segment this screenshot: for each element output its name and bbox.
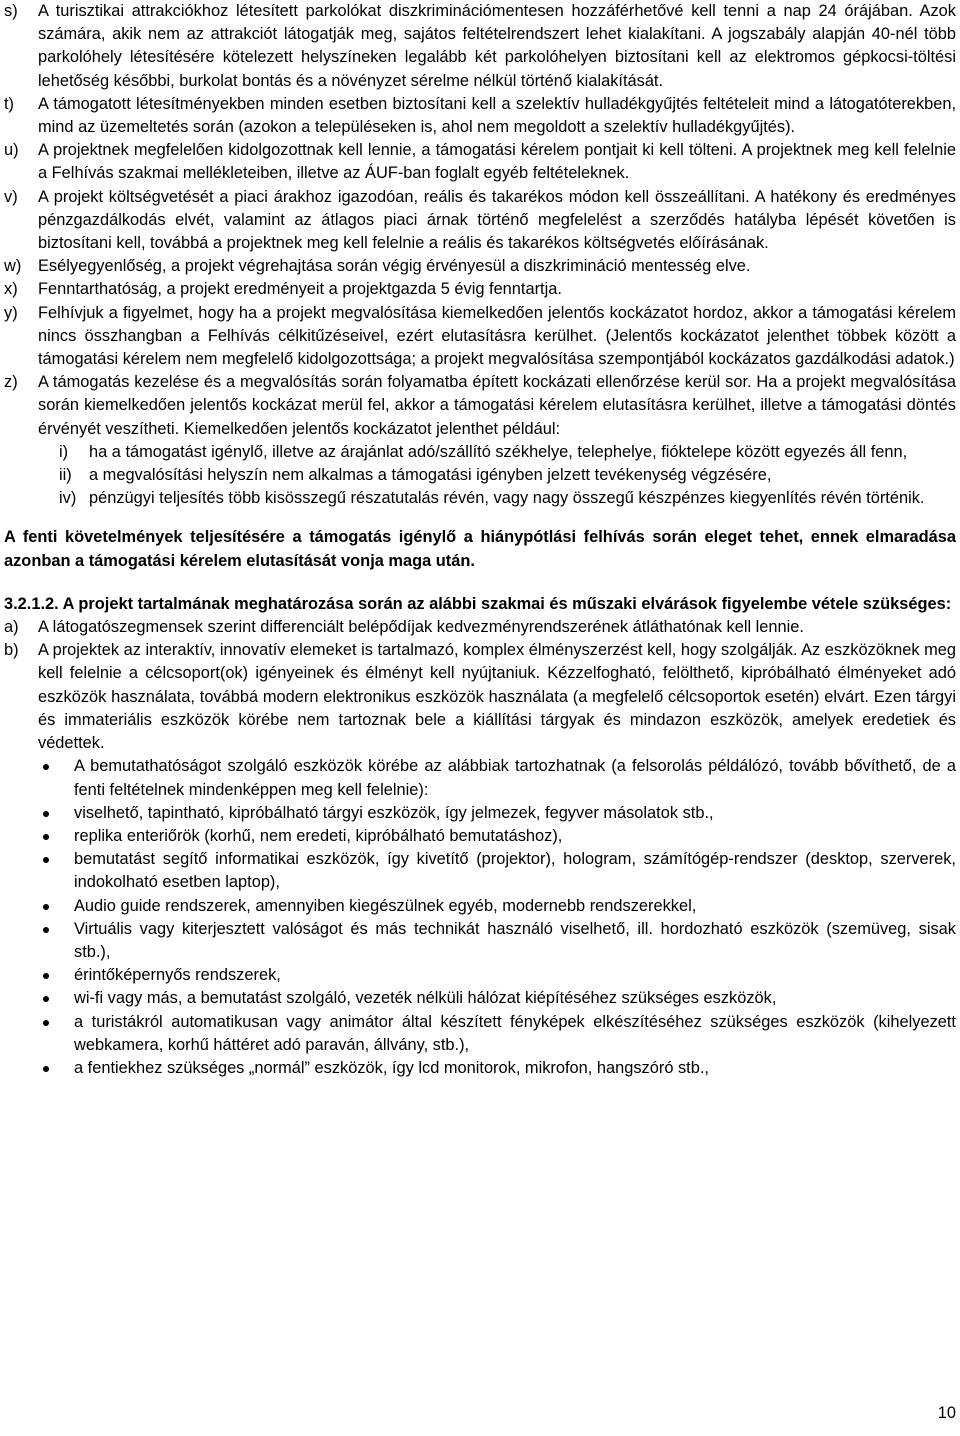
- list-item-v: [4, 186, 956, 256]
- item-label: w): [4, 257, 22, 276]
- item-label: y): [4, 303, 18, 322]
- item-label: a): [4, 618, 19, 637]
- bullet-icon: [43, 834, 49, 840]
- list-item-u: [4, 139, 956, 185]
- list-item-s: [4, 0, 956, 93]
- bullet-item: [4, 964, 956, 987]
- bullet-icon: [43, 996, 49, 1002]
- sub-item-label: iv): [59, 489, 77, 508]
- device-bullet-list: [4, 755, 956, 1080]
- bullet-item: [4, 918, 956, 964]
- list-item-z: [4, 371, 956, 441]
- bullet-item: [4, 987, 956, 1010]
- bullet-icon: [43, 904, 49, 910]
- item-text: A projektnek megfelelően kidolgozottnak kell lennie, a támogatási kérelem pontjait ki kell tölteni. A projektnek meg kell felelnie a Felhívás szakmai mellékleteiben, illetve az ÁUF-ban foglalt egyéb feltételeknek.: [38, 141, 956, 183]
- requirements-list: [4, 0, 956, 441]
- bullet-text: viselhető, tapintható, kipróbálható tárgyi eszközök, így jelmezek, fegyver másolatok stb.,: [74, 803, 714, 822]
- sub-item-text: pénzügyi teljesítés több kisösszegű részatutalás révén, vagy nagy összegű készpénzes kiegyenlítés révén történik.: [89, 489, 925, 508]
- bold-notice-paragraph: A fenti követelmények teljesítésére a támogatás igénylő a hiánypótlási felhívás során eleget tehet, ennek elmaradása azonban a támogatási kérelem elutasítását vonja maga után.: [4, 528, 956, 570]
- list-item-y: [4, 302, 956, 372]
- list-item-w: [4, 255, 956, 278]
- bullet-text: érintőképernyős rendszerek,: [74, 966, 281, 985]
- list-item-b: [4, 639, 956, 755]
- sub-item-i: [4, 441, 956, 464]
- sub-item-iv: [4, 487, 956, 510]
- item-text: A projektek az interaktív, innovatív elemeket is tartalmazó, komplex élményszerzést kell, hogy szolgálják. Az eszközöknek meg kell felelnie a célcsoport(ok) igényeinek és élményt kell nyújtaniuk. Kézzelfogható, felölthető, kipróbálható élményeket adó eszközök használata, továbbá modern elektronikus eszközök használata (a megfelelő célcsoportok esetén) elvárt. Ezen tárgyi és immateriális eszközök körébe nem tartoznak bele a kiállítási tárgyak és mindazon eszközök, amelyek eredetiek és védettek.: [38, 641, 956, 753]
- bullet-item: [4, 1011, 956, 1057]
- bullet-item: [4, 755, 956, 801]
- item-text: A projekt költségvetését a piaci árakhoz igazodóan, reális és takarékos módon kell összeállítani. A hatékony és eredményes pénzgazdálkodás elvét, valamint az átlagos piaci árnak történő megfelelést a szerződés hatályba lépését követően is biztosítani kell, továbbá a projektnek meg kell felelnie a reális és takarékos költségvetés előírásának.: [38, 187, 956, 253]
- item-text: Felhívjuk a figyelmet, hogy ha a projekt megvalósítása kiemelkedően jelentős kockázatot hordoz, akkor a támogatási kérelem nincs összhangban a Felhívás célkitűzéseivel, ezért elutasításra kerülhet. (Jelentős kockázatot jelenthet többek között a támogatási kérelem nem megfelelő kidolgozottsága; a projekt megvalósítása szempontjából kockázatos gazdálkodási adatok.): [38, 303, 956, 369]
- bullet-text: wi-fi vagy más, a bemutatást szolgáló, vezeték nélküli hálózat kiépítéséhez szükséges eszközök,: [74, 989, 777, 1008]
- sub-item-ii: [4, 464, 956, 487]
- bullet-icon: [43, 1066, 49, 1072]
- sub-item-label: ii): [59, 466, 72, 485]
- bullet-text: Virtuális vagy kiterjesztett valóságot és más technikát használó viselhető, ill. hordozható eszközök (szemüveg, sisak stb.),: [74, 919, 956, 961]
- bullet-icon: [43, 927, 49, 933]
- bullet-item: [4, 1057, 956, 1080]
- bullet-text: bemutatást segítő informatikai eszközök, így kivetítő (projektor), hologram, számítógép-rendszer (desktop, szerverek, indokolható esetben laptop),: [74, 850, 956, 892]
- list-item-x: [4, 278, 956, 301]
- bullet-icon: [43, 1020, 49, 1026]
- section-heading: 3.2.1.2. A projekt tartalmának meghatározása során az alábbi szakmai és műszaki elvárások figyelembe vétele szükséges:: [4, 594, 952, 613]
- item-text: A turisztikai attrakciókhoz létesített parkolókat diszkriminációmentesen hozzáférhetővé kell tenni a nap 24 órájában. Azok számára, akik nem az attrakciót látogatják meg, sajátos feltételrendszert lehet kialakítani. A jogszabály alapján 40-nél több parkolóhely létesítésére kötelezett helyszíneken legalább két parkolóhelyen biztosítani kell az elektromos gépkocsi-töltési lehetőség későbbi, burkolat bontás és a növényzet sérelme nélkül történő kialakítását.: [38, 2, 956, 90]
- bullet-text: A bemutathatóságot szolgáló eszközök körébe az alábbiak tartozhatnak (a felsorolás példálózó, tovább bővíthető, de a fenti feltételnek mindenképpen meg kell felelnie):: [74, 757, 956, 799]
- sub-item-label: i): [59, 442, 69, 461]
- list-item-t: [4, 93, 956, 139]
- sub-item-text: ha a támogatást igénylő, illetve az árajánlat adó/szállító székhelye, telephelye, fióktelepe között egyezés áll fenn,: [89, 442, 908, 461]
- document-page: [4, 0, 956, 1080]
- bullet-text: a fentiekhez szükséges „normál” eszközök, így lcd monitorok, mikrofon, hangszóró stb.,: [74, 1058, 709, 1077]
- item-text: A támogatás kezelése és a megvalósítás során folyamatba épített kockázati ellenőrzése kerül sor. Ha a projekt megvalósítása során kiemelkedően jelentős kockázat merül fel, akkor a támogatási kérelem elutasításra kerülhet, illetve a támogatási döntés érvényét veszítheti. Kiemelkedően jelentős kockázatot jelenthet például:: [38, 373, 956, 438]
- bullet-item: [4, 848, 956, 894]
- page-number: 10: [937, 1404, 956, 1422]
- bullet-item: [4, 895, 956, 918]
- professional-requirements-list: [4, 616, 956, 755]
- item-label: x): [4, 280, 18, 299]
- item-label: t): [4, 94, 15, 113]
- bullet-text: replika enteriőrök (korhű, nem eredeti, kipróbálható bemutatáshoz),: [74, 826, 563, 845]
- bullet-icon: [43, 764, 49, 770]
- bullet-item: [4, 825, 956, 848]
- bullet-icon: [43, 973, 49, 979]
- item-label: b): [4, 641, 19, 660]
- item-label: s): [4, 2, 18, 20]
- item-text: A támogatott létesítményekben minden esetben biztosítani kell a szelektív hulladékgyűjtés feltételeit mind a látogatóterekben, mind az üzemeltetés során (azokon a településeken is, ahol nem megoldott a szelektív hulladékgyűjtés).: [38, 94, 956, 137]
- item-label: z): [4, 373, 18, 392]
- bullet-item: [4, 802, 956, 825]
- bullet-text: Audio guide rendszerek, amennyiben kiegészülnek egyéb, modernebb rendszerekkel,: [74, 896, 697, 915]
- bullet-text: a turistákról automatikusan vagy animátor által készített fényképek elkészítéséhez szükséges eszközök (kihelyezett webkamera, korhű háttéret adó paraván, állvány, stb.),: [74, 1012, 956, 1054]
- item-label: v): [4, 187, 18, 206]
- bullet-icon: [43, 811, 49, 817]
- item-label: u): [4, 141, 19, 160]
- item-text: Fenntarthatóság, a projekt eredményeit a projektgazda 5 évig fenntartja.: [38, 280, 562, 299]
- risk-sublist: [4, 441, 956, 511]
- list-item-a: [4, 616, 956, 639]
- item-text: A látogatószegmensek szerint differenciált belépődíjak kedvezményrendszerének átláthatónak kell lennie.: [38, 618, 804, 637]
- bullet-icon: [43, 857, 49, 863]
- sub-item-text: a megvalósítási helyszín nem alkalmas a támogatási igényben jelzett tevékenység végzésére,: [89, 466, 772, 485]
- item-text: Esélyegyenlőség, a projekt végrehajtása során végig érvényesül a diszkrimináció mentesség elve.: [38, 257, 751, 276]
